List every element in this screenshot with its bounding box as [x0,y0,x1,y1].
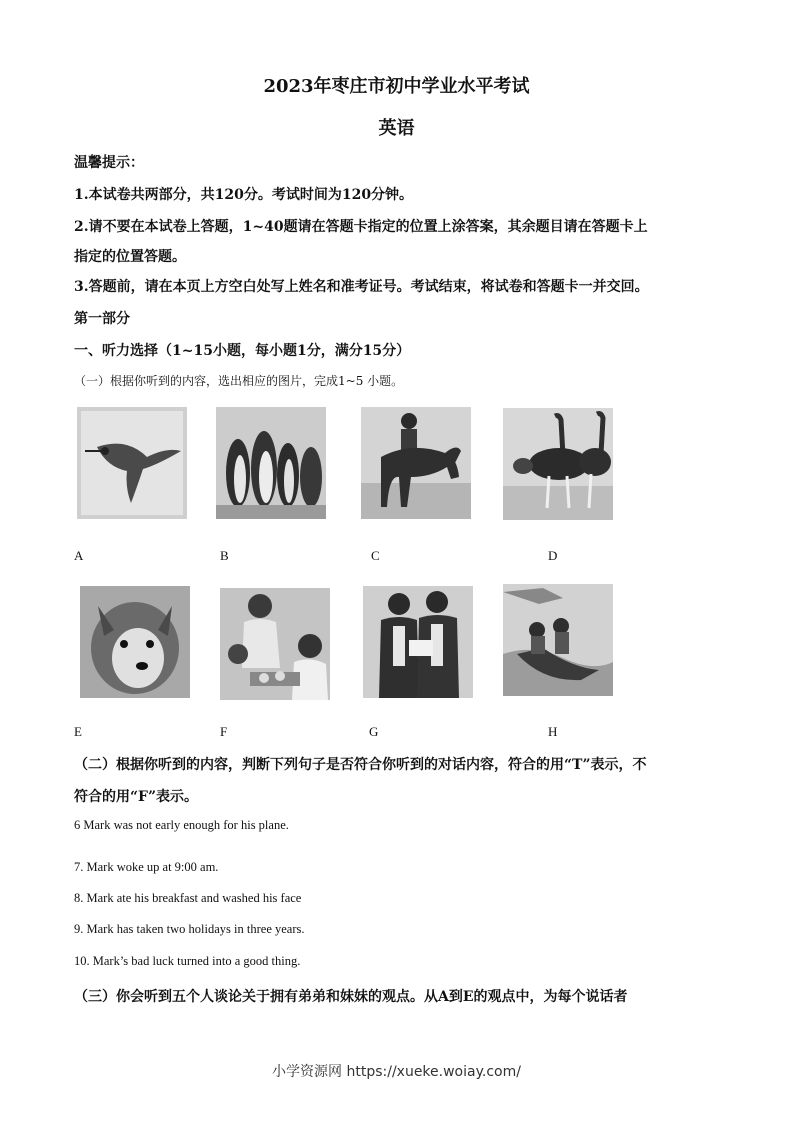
penguins-icon [216,407,326,519]
ostriches-icon [503,408,613,520]
sub-section-1-instruction: （一）根据你听到的内容，选出相应的图片，完成1~5 小题。 [74,374,404,388]
boat-icon [503,584,613,696]
ostriches-picture [503,408,613,520]
dog-icon [80,586,190,698]
part-one-heading: 第一部分 [74,311,130,327]
listening-section-heading: 一、听力选择（1~15小题，每小题1分，满分15分） [74,343,411,359]
picture-label-a: A [74,548,84,563]
picture-label-b: B [220,548,229,563]
horse-rider-icon [361,407,471,519]
family-picture [220,588,330,700]
note-item-2b: 指定的位置答题。 [74,249,186,265]
picture-label-f: F [220,724,228,739]
page-title: 2023年枣庄市初中学业水平考试 [263,76,530,97]
notes-heading: 温馨提示： [74,155,144,171]
sub-section-3-instruction: （三）你会听到五个人谈论关于拥有弟弟和妹妹的观点。从A到E的观点中，为每个说话者 [74,989,628,1005]
subject-title: 英语 [378,118,415,139]
picture-label-c: C [371,548,380,563]
picture-label-e: E [74,724,82,739]
sub-section-2-instruction-a: （二）根据你听到的内容，判断下列句子是否符合你听到的对话内容，符合的用“T”表示，不 [74,757,647,773]
note-item-2a: 2.请不要在本试卷上答题，1~40题请在答题卡指定的位置上涂答案，其余题目请在答题卡上 [74,219,648,235]
question-8: 8. Mark ate his breakfast and washed his face [74,891,302,905]
sub-section-2-instruction-b: 符合的用“F”表示。 [74,789,199,805]
two-boys-reading-picture [363,586,473,698]
boat-picture [503,584,613,696]
penguins-picture [216,407,326,519]
note-item-1: 1.本试卷共两部分，共120分。考试时间为120分钟。 [74,187,414,203]
picture-label-d: D [548,548,558,563]
question-9: 9. Mark has taken two holidays in three years. [74,922,305,936]
question-6: 6 Mark was not early enough for his plane. [74,818,289,832]
picture-label-g: G [369,724,379,739]
dog-picture [80,586,190,698]
picture-label-h: H [548,724,558,739]
footer-watermark: 小学资源网 https://xueke.woiay.com/ [272,1064,521,1080]
horse-rider-picture [361,407,471,519]
question-7: 7. Mark woke up at 9:00 am. [74,860,219,874]
note-item-3: 3.答题前，请在本页上方空白处写上姓名和准考证号。考试结束，将试卷和答题卡一并交回。 [74,279,649,295]
hummingbird-picture [77,407,187,519]
boys-reading-icon [363,586,473,698]
question-10: 10. Mark’s bad luck turned into a good thing. [74,954,301,968]
hummingbird-icon [77,407,187,519]
family-icon [220,588,330,700]
